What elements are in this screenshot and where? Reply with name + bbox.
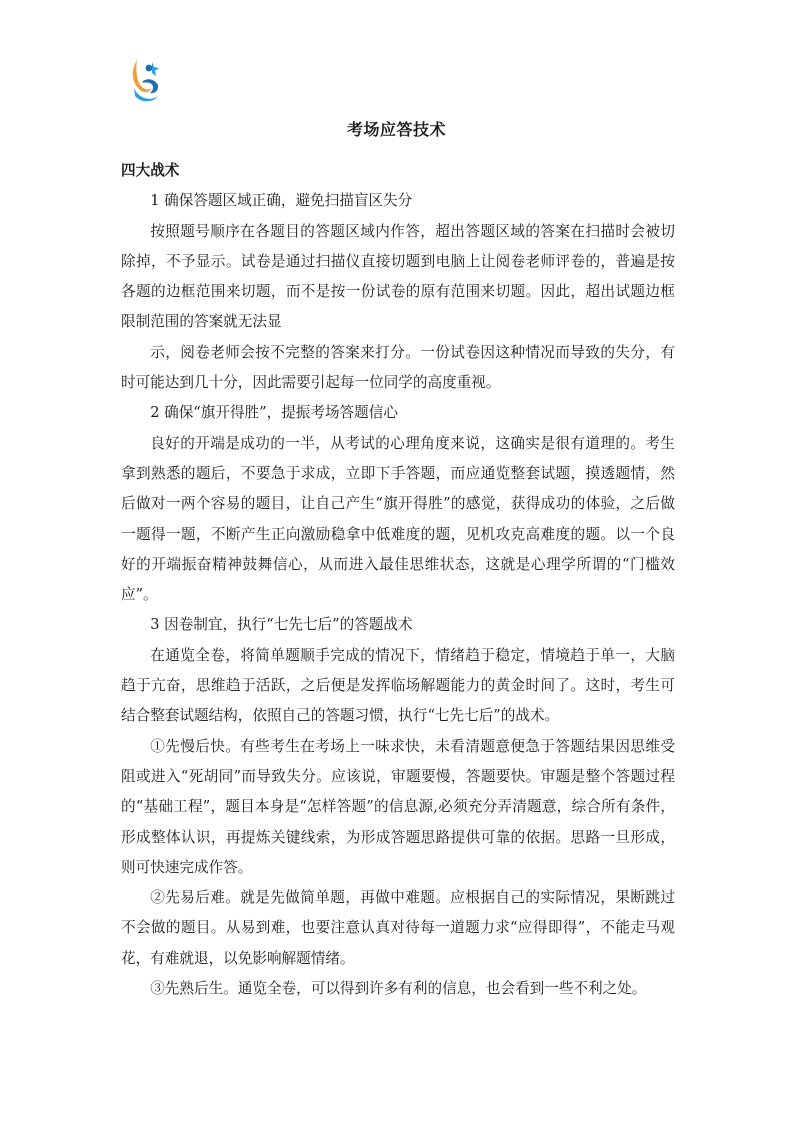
paragraph: ②先易后难。就是先做简单题，再做中难题。应根据自己的实际情况，果断跳过不会做的题目。从易到难，也要注意认真对待每一道题力求“应得即得”，不能走马观花，有难就退，以免影响解题情绪。: [121, 889, 675, 967]
paragraph: 良好的开端是成功的一半，从考试的心理角度来说，这确实是很有道理的。考生拿到熟悉的题后，不要急于求成，立即下手答题，而应通览整套试题，摸透题情，然后做对一两个容易的题目，让自己产生“旗开得胜”的感觉，获得成功的体验，之后做一题得一题，不断产生正向激励稳拿中低难度的题，见机攻克高难度的题。以一个良好的开端振奋精神鼓舞信心，从而进入最佳思维状态，这就是心理学所谓的“门槛效应”。: [121, 434, 675, 604]
paragraph: ③先熟后生。通览全卷，可以得到许多有利的信息，也会看到一些不利之处。: [150, 980, 647, 998]
section-heading: 四大战术: [121, 162, 180, 179]
tactic-heading-1: 1 确保答题区域正确，避免扫描盲区失分: [150, 192, 413, 210]
tactic-heading-2: 2 确保“旗开得胜”，提振考场答题信心: [150, 404, 398, 422]
document-body: [121, 156, 675, 1004]
paragraph: 按照题号顺序在各题目的答题区域内作答，超出答题区域的答案在扫描时会被切除掉，不予显示。试卷是通过扫描仪直接切题到电脑上让阅卷老师评卷的，普遍是按各题的边框范围来切题，而不是按一份试卷的原有范围来切题。因此，超出试题边框限制范围的答案就无法显: [121, 222, 675, 331]
paragraph: 在通览全卷，将简单题顺手完成的情况下，情绪趋于稳定，情境趋于单一，大脑趋于亢奋，思维趋于活跃，之后便是发挥临场解题能力的黄金时间了。这时，考生可结合整套试题结构，依照自己的答题习惯，执行“七先七后”的战术。: [121, 646, 675, 725]
tactic-heading-3: 3 因卷制宜，执行“七先七后”的答题战术: [150, 616, 413, 634]
document-title: 考场应答技术: [346, 120, 446, 139]
paragraph: ①先慢后快。有些考生在考场上一味求快，未看清题意便急于答题结果因思维受阻或进入“死胡同”而导致失分。应该说，审题要慢，答题要快。审题是整个答题过程的“基础工程”，题目本身是“怎样答题”的信息源,必须充分弄清题意，综合所有条件，形成整体认识，再提炼关键线索，为形成答题思路提供可靠的依据。思路一旦形成，则可快速完成作答。: [121, 737, 675, 876]
paragraph: 示，阅卷老师会按不完整的答案来打分。一份试卷因这种情况而导致的失分，有时可能达到几十分，因此需要引起每一位同学的高度重视。: [121, 343, 675, 392]
brand-logo-icon: [128, 58, 162, 108]
